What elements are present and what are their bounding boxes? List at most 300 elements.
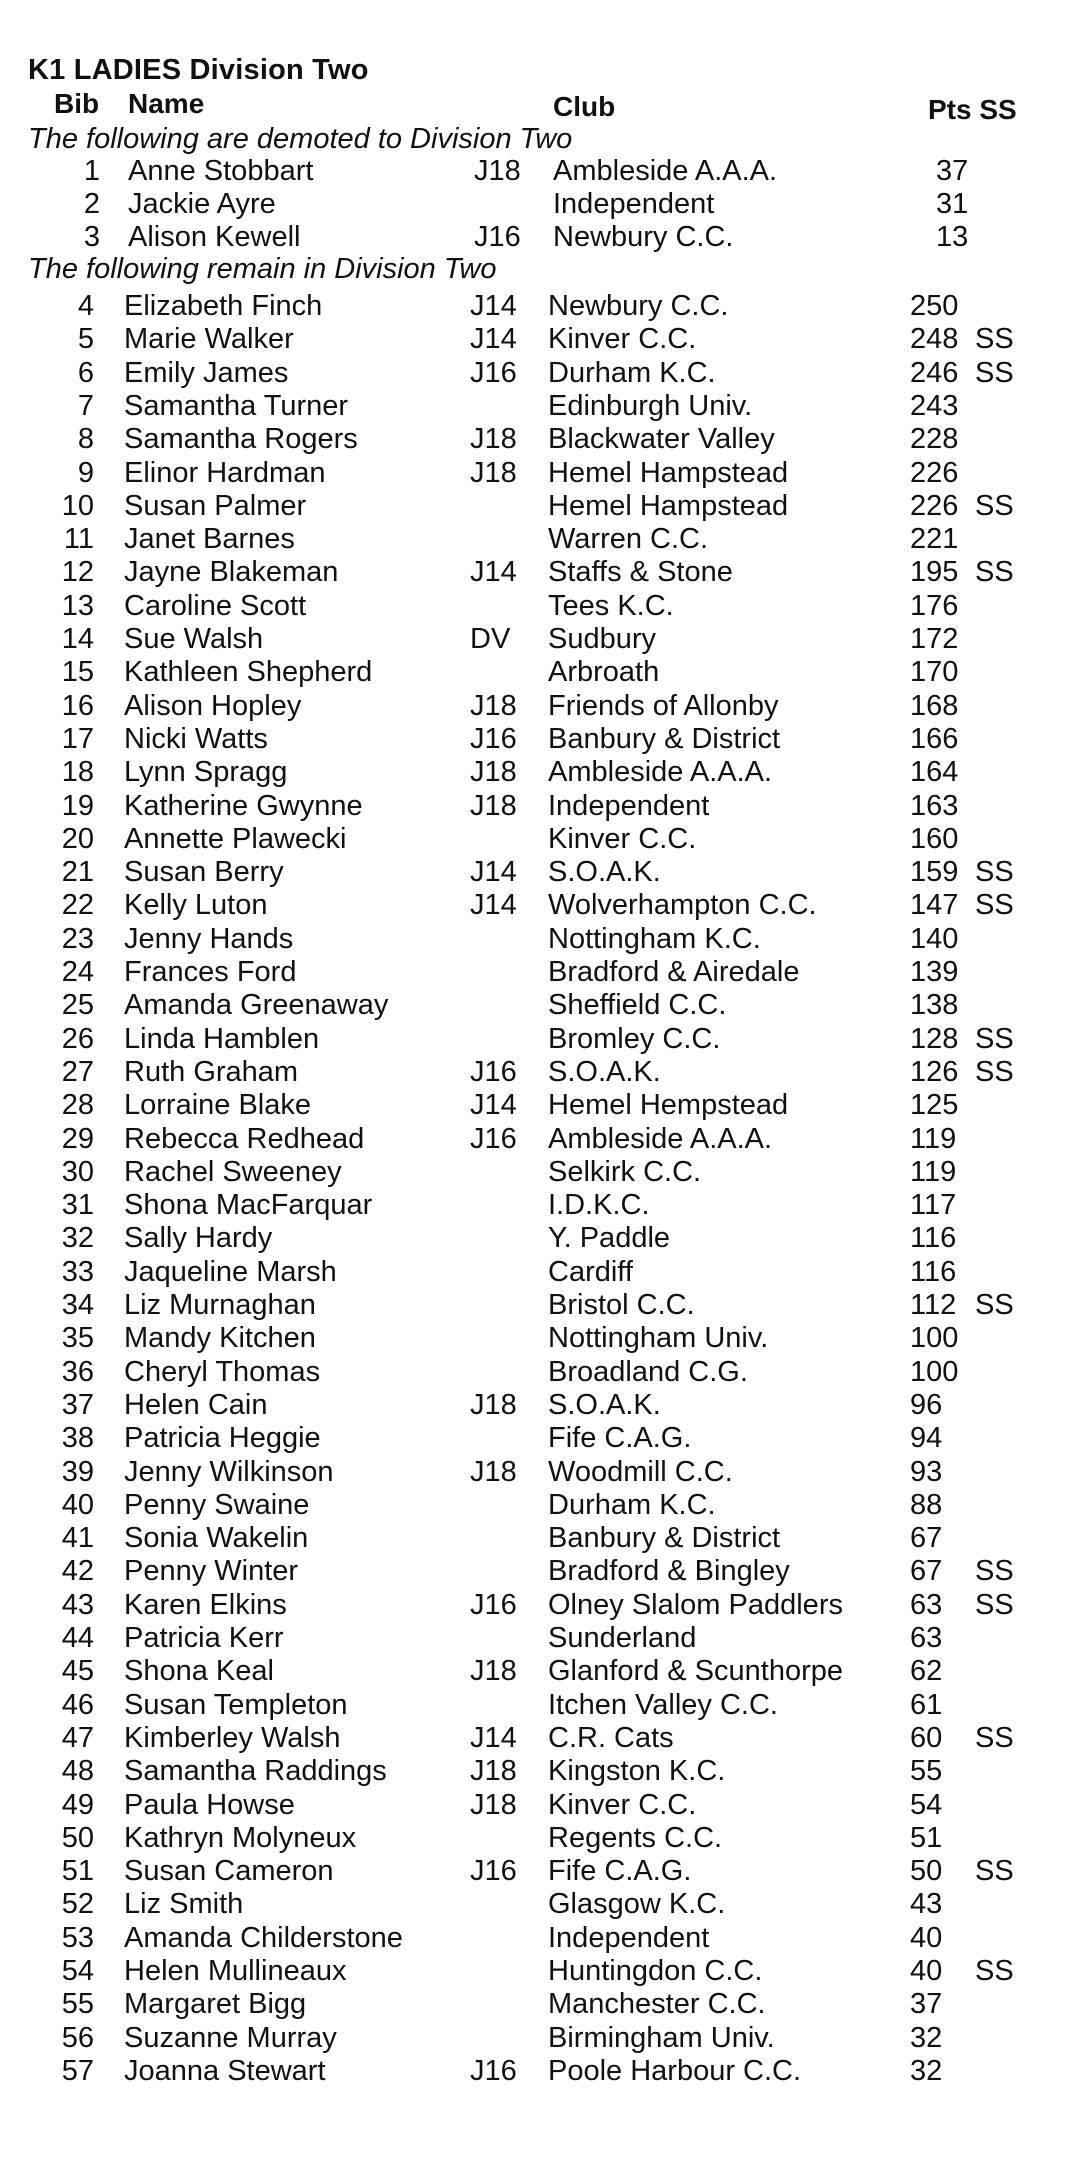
ss-marker: SS (975, 1289, 1014, 1321)
age-class: J16 (470, 2054, 517, 2087)
points: 116 (910, 1222, 957, 1255)
points: 243 (910, 389, 959, 422)
points: 67 (910, 1522, 943, 1555)
bib-number: 25 (61, 989, 94, 1022)
result-row (0, 723, 1085, 756)
points: 32 (910, 2054, 943, 2087)
bib-number: 43 (61, 1588, 94, 1621)
competitor-name: Elinor Hardman (124, 456, 326, 489)
result-row (0, 1555, 1085, 1588)
points: 248 (910, 323, 959, 356)
points: 40 (910, 1955, 943, 1987)
points: 51 (910, 1821, 943, 1854)
club-name: Durham K.C. (548, 356, 716, 389)
points: 63 (910, 1622, 943, 1654)
age-class: J16 (470, 722, 517, 755)
competitor-name: Cheryl Thomas (124, 1355, 321, 1388)
club-name: Woodmill C.C. (548, 1455, 733, 1488)
club-name: Ambleside A.A.A. (548, 756, 773, 789)
ss-marker: SS (975, 556, 1014, 589)
result-row (0, 1156, 1085, 1189)
points: 163 (910, 789, 959, 822)
club-name: Edinburgh Univ. (548, 389, 753, 422)
club-name: Blackwater Valley (548, 423, 775, 456)
bib-number: 41 (61, 1522, 94, 1555)
result-row (0, 523, 1085, 556)
competitor-name: Liz Murnaghan (124, 1289, 316, 1321)
age-class: J14 (470, 323, 517, 356)
club-name: Kinver C.C. (548, 323, 697, 356)
points: 226 (910, 489, 959, 522)
bib-number: 26 (61, 1022, 94, 1055)
bib-number: 10 (61, 489, 94, 522)
competitor-name: Jaqueline Marsh (124, 1255, 337, 1288)
competitor-name: Linda Hamblen (124, 1022, 320, 1055)
competitor-name: Helen Cain (124, 1388, 268, 1421)
competitor-name: Kimberley Walsh (124, 1721, 341, 1754)
result-row (0, 290, 1085, 323)
club-name: Bradford & Bingley (548, 1555, 790, 1588)
result-row (0, 889, 1085, 922)
points: 159 (910, 856, 959, 889)
bib-number: 31 (61, 1189, 94, 1222)
points: 62 (910, 1655, 943, 1688)
result-row (0, 155, 1085, 188)
result-row (0, 923, 1085, 956)
club-name: Independent (548, 789, 710, 822)
bib-number: 13 (61, 589, 94, 622)
bib-number: 22 (61, 889, 94, 922)
points: 55 (910, 1755, 943, 1788)
result-row (0, 989, 1085, 1022)
club-name: Hemel Hampstead (548, 489, 789, 522)
result-row (0, 1988, 1085, 2021)
bib-number: 11 (63, 523, 94, 556)
points: 221 (910, 523, 959, 556)
competitor-name: Kathryn Molyneux (124, 1821, 357, 1854)
result-row (0, 1023, 1085, 1056)
points: 100 (910, 1322, 959, 1355)
points: 138 (910, 989, 959, 1022)
age-class: J14 (470, 889, 517, 922)
club-name: Durham K.C. (548, 1488, 716, 1521)
points: 40 (910, 1921, 943, 1954)
competitor-name: Alison Kewell (128, 221, 301, 253)
result-row (0, 656, 1085, 689)
club-name: Fife C.A.G. (548, 1855, 692, 1888)
age-class: J16 (470, 1588, 517, 1621)
competitor-name: Elizabeth Finch (124, 290, 323, 322)
points: 140 (910, 922, 959, 955)
competitor-name: Annette Plawecki (124, 822, 347, 855)
bib-number: 23 (61, 922, 94, 955)
points: 93 (910, 1455, 943, 1488)
competitor-name: Patricia Heggie (124, 1422, 321, 1455)
competitor-name: Kelly Luton (124, 889, 268, 922)
result-row (0, 1622, 1085, 1655)
points: 228 (910, 423, 959, 456)
age-class: J18 (474, 155, 521, 187)
bib-number: 28 (61, 1089, 94, 1122)
points: 172 (910, 623, 959, 655)
result-row (0, 221, 1085, 254)
bib-number: 17 (61, 722, 94, 755)
club-name: Banbury & District (548, 722, 781, 755)
result-row (0, 1289, 1085, 1322)
club-name: Broadland C.G. (548, 1355, 748, 1388)
bib-number: 24 (61, 956, 94, 988)
result-row (0, 1722, 1085, 1755)
competitor-name: Susan Berry (124, 856, 284, 889)
club-name: Bradford & Airedale (548, 956, 800, 988)
club-name: Banbury & District (548, 1522, 781, 1555)
result-row (0, 1888, 1085, 1921)
bib-number: 4 (77, 290, 94, 322)
points: 168 (910, 689, 959, 722)
competitor-name: Liz Smith (124, 1888, 244, 1921)
competitor-name: Susan Palmer (124, 489, 307, 522)
bib-number: 56 (61, 2021, 94, 2054)
result-row (0, 2022, 1085, 2055)
result-row (0, 390, 1085, 423)
bib-number: 33 (61, 1255, 94, 1288)
bib-number: 47 (61, 1721, 94, 1754)
competitor-name: Paula Howse (124, 1788, 295, 1821)
bib-number: 1 (83, 155, 100, 187)
competitor-name: Nicki Watts (124, 722, 268, 755)
age-class: J18 (470, 1755, 517, 1788)
club-name: Bristol C.C. (548, 1289, 695, 1321)
points: 126 (910, 1055, 959, 1088)
competitor-name: Amanda Childerstone (124, 1921, 403, 1954)
bib-number: 27 (61, 1055, 94, 1088)
result-row (0, 556, 1085, 589)
competitor-name: Samantha Raddings (124, 1755, 387, 1788)
club-name: Ambleside A.A.A. (553, 155, 778, 187)
result-row (0, 590, 1085, 623)
club-name: S.O.A.K. (548, 1388, 661, 1421)
bib-number: 37 (61, 1388, 94, 1421)
points: 61 (910, 1688, 943, 1721)
ss-marker: SS (975, 856, 1014, 889)
result-row (0, 1222, 1085, 1255)
points: 37 (910, 1988, 943, 2021)
ss-marker: SS (975, 323, 1014, 356)
points: 88 (910, 1488, 943, 1521)
club-name: Independent (553, 188, 715, 220)
bib-number: 29 (61, 1122, 94, 1155)
bib-number: 34 (61, 1289, 94, 1321)
club-name: Regents C.C. (548, 1821, 723, 1854)
club-name: Birmingham Univ. (548, 2021, 775, 2054)
points: 37 (936, 155, 969, 187)
club-name: Kingston K.C. (548, 1755, 726, 1788)
club-name: Glasgow K.C. (548, 1888, 726, 1921)
bib-number: 2 (83, 188, 100, 220)
points: 112 (910, 1289, 957, 1321)
bib-number: 36 (61, 1355, 94, 1388)
bib-number: 3 (83, 221, 100, 253)
club-name: Warren C.C. (548, 523, 709, 556)
age-class: J16 (470, 1122, 517, 1155)
bib-number: 42 (61, 1555, 94, 1588)
points: 166 (910, 722, 959, 755)
bib-number: 15 (61, 656, 94, 689)
bib-number: 30 (61, 1155, 94, 1188)
age-class: DV (470, 623, 511, 655)
club-name: Sudbury (548, 623, 657, 655)
age-class: J16 (470, 1855, 517, 1888)
age-class: J16 (470, 356, 517, 389)
result-row (0, 1689, 1085, 1722)
competitor-name: Jayne Blakeman (124, 556, 339, 589)
result-row (0, 1389, 1085, 1422)
bib-number: 57 (61, 2054, 94, 2087)
competitor-name: Margaret Bigg (124, 1988, 307, 2021)
result-row (0, 1123, 1085, 1156)
competitor-name: Lynn Spragg (124, 756, 288, 789)
competitor-name: Sonia Wakelin (124, 1522, 309, 1555)
result-row (0, 1322, 1085, 1355)
points: 116 (910, 1255, 957, 1288)
competitor-name: Katherine Gwynne (124, 789, 363, 822)
competitor-name: Sue Walsh (124, 623, 264, 655)
age-class: J18 (470, 456, 517, 489)
section-demoted-heading: The following are demoted to Division Two (28, 123, 573, 155)
result-row (0, 1789, 1085, 1822)
result-row (0, 457, 1085, 490)
competitor-name: Rebecca Redhead (124, 1122, 365, 1155)
result-row (0, 1655, 1085, 1688)
ss-marker: SS (975, 889, 1014, 922)
bib-number: 5 (77, 323, 94, 356)
result-row (0, 1189, 1085, 1222)
club-name: Olney Slalom Paddlers (548, 1588, 843, 1621)
competitor-name: Penny Winter (124, 1555, 299, 1588)
club-name: Fife C.A.G. (548, 1422, 692, 1455)
club-name: Friends of Allonby (548, 689, 779, 722)
points: 176 (910, 589, 959, 622)
club-name: Tees K.C. (548, 589, 674, 622)
age-class: J16 (470, 1055, 517, 1088)
points: 100 (910, 1355, 959, 1388)
result-row (0, 1256, 1085, 1289)
result-row (0, 1422, 1085, 1455)
section-remain-heading: The following remain in Division Two (28, 253, 497, 285)
club-name: Y. Paddle (548, 1222, 671, 1255)
competitor-name: Marie Walker (124, 323, 294, 356)
club-name: Independent (548, 1921, 710, 1954)
ss-marker: SS (975, 1955, 1014, 1987)
bib-number: 38 (61, 1422, 94, 1455)
points: 60 (910, 1721, 943, 1754)
bib-number: 49 (61, 1788, 94, 1821)
club-name: Hemel Hempstead (548, 1089, 789, 1122)
result-row (0, 323, 1085, 356)
header-pts-ss: Pts SS (928, 94, 1017, 125)
points: 32 (910, 2021, 943, 2054)
result-row (0, 1589, 1085, 1622)
competitor-name: Sally Hardy (124, 1222, 273, 1255)
points: 139 (910, 956, 959, 988)
points: 117 (910, 1189, 957, 1222)
competitor-name: Karen Elkins (124, 1588, 287, 1621)
bib-number: 46 (61, 1688, 94, 1721)
competitor-name: Samantha Rogers (124, 423, 358, 456)
competitor-name: Samantha Turner (124, 389, 349, 422)
result-row (0, 623, 1085, 656)
result-row (0, 823, 1085, 856)
result-row (0, 1955, 1085, 1988)
bib-number: 14 (61, 623, 94, 655)
points: 125 (910, 1089, 959, 1122)
competitor-name: Janet Barnes (124, 523, 295, 556)
bib-number: 45 (61, 1655, 94, 1688)
division-title: K1 LADIES Division Two (28, 54, 369, 86)
bib-number: 54 (61, 1955, 94, 1987)
result-row (0, 1056, 1085, 1089)
result-row (0, 1456, 1085, 1489)
page-edge (0, 2100, 1085, 2176)
age-class: J14 (470, 290, 517, 322)
club-name: Sunderland (548, 1622, 697, 1654)
points: 43 (910, 1888, 943, 1921)
club-name: Newbury C.C. (553, 221, 734, 253)
age-class: J16 (474, 221, 521, 253)
competitor-name: Shona Keal (124, 1655, 274, 1688)
points: 128 (910, 1022, 959, 1055)
age-class: J14 (470, 1089, 517, 1122)
bib-number: 44 (61, 1622, 94, 1654)
bib-number: 52 (61, 1888, 94, 1921)
club-name: Hemel Hampstead (548, 456, 789, 489)
competitor-name: Alison Hopley (124, 689, 302, 722)
header-club: Club (553, 91, 616, 122)
ss-marker: SS (975, 1055, 1014, 1088)
result-row (0, 423, 1085, 456)
ss-marker: SS (975, 1555, 1014, 1588)
result-row (0, 1356, 1085, 1389)
ss-marker: SS (975, 1588, 1014, 1621)
result-row (0, 1922, 1085, 1955)
club-name: Ambleside A.A.A. (548, 1122, 773, 1155)
bib-number: 39 (61, 1455, 94, 1488)
bib-number: 40 (61, 1488, 94, 1521)
bib-number: 50 (61, 1821, 94, 1854)
result-row (0, 1855, 1085, 1888)
bib-number: 51 (61, 1855, 94, 1888)
age-class: J14 (470, 556, 517, 589)
club-name: C.R. Cats (548, 1721, 674, 1754)
club-name: Arbroath (548, 656, 660, 689)
ss-marker: SS (975, 489, 1014, 522)
club-name: Nottingham K.C. (548, 922, 761, 955)
club-name: Nottingham Univ. (548, 1322, 769, 1355)
bib-number: 53 (61, 1921, 94, 1954)
result-row (0, 357, 1085, 390)
header-bib: Bib (54, 88, 100, 119)
club-name: Glanford & Scunthorpe (548, 1655, 844, 1688)
competitor-name: Penny Swaine (124, 1488, 310, 1521)
bib-number: 18 (61, 756, 94, 789)
club-name: Itchen Valley C.C. (548, 1688, 778, 1721)
result-row (0, 690, 1085, 723)
points: 164 (910, 756, 959, 789)
competitor-name: Kathleen Shepherd (124, 656, 373, 689)
result-row (0, 1522, 1085, 1555)
bib-number: 8 (77, 423, 94, 456)
competitor-name: Susan Templeton (124, 1688, 348, 1721)
points: 54 (910, 1788, 943, 1821)
competitor-name: Amanda Greenaway (124, 989, 389, 1022)
club-name: S.O.A.K. (548, 1055, 661, 1088)
points: 226 (910, 456, 959, 489)
age-class: J14 (470, 1721, 517, 1754)
competitor-name: Caroline Scott (124, 589, 307, 622)
age-class: J18 (470, 789, 517, 822)
age-class: J18 (470, 1655, 517, 1688)
points: 13 (936, 221, 969, 253)
points: 67 (910, 1555, 943, 1588)
result-row (0, 856, 1085, 889)
points: 96 (910, 1388, 943, 1421)
age-class: J18 (470, 1455, 517, 1488)
club-name: I.D.K.C. (548, 1189, 650, 1222)
age-class: J18 (470, 689, 517, 722)
competitor-name: Helen Mullineaux (124, 1955, 347, 1987)
bib-number: 16 (61, 689, 94, 722)
points: 246 (910, 356, 959, 389)
competitor-name: Mandy Kitchen (124, 1322, 316, 1355)
result-row (0, 756, 1085, 789)
club-name: Bromley C.C. (548, 1022, 721, 1055)
club-name: Selkirk C.C. (548, 1155, 702, 1188)
club-name: Wolverhampton C.C. (548, 889, 817, 922)
result-row (0, 1755, 1085, 1788)
points: 31 (936, 188, 969, 220)
result-row (0, 1089, 1085, 1122)
bib-number: 12 (61, 556, 94, 589)
bib-number: 21 (61, 856, 94, 889)
points: 195 (910, 556, 959, 589)
competitor-name: Jenny Hands (124, 922, 294, 955)
competitor-name: Anne Stobbart (128, 155, 314, 187)
competitor-name: Jenny Wilkinson (124, 1455, 334, 1488)
bib-number: 7 (77, 389, 94, 422)
bib-number: 55 (61, 1988, 94, 2021)
club-name: Poole Harbour C.C. (548, 2054, 802, 2087)
club-name: Staffs & Stone (548, 556, 733, 589)
header-name: Name (128, 88, 205, 119)
competitor-name: Ruth Graham (124, 1055, 299, 1088)
bib-number: 48 (61, 1755, 94, 1788)
result-row (0, 790, 1085, 823)
age-class: J18 (470, 1388, 517, 1421)
club-name: Kinver C.C. (548, 822, 697, 855)
points: 170 (910, 656, 959, 689)
ss-marker: SS (975, 1855, 1014, 1888)
ss-marker: SS (975, 1721, 1014, 1754)
result-row (0, 1822, 1085, 1855)
club-name: Sheffield C.C. (548, 989, 727, 1022)
age-class: J18 (470, 756, 517, 789)
points: 119 (910, 1155, 957, 1188)
bib-number: 19 (61, 789, 94, 822)
age-class: J14 (470, 856, 517, 889)
club-name: Huntingdon C.C. (548, 1955, 763, 1987)
result-row (0, 1489, 1085, 1522)
bib-number: 35 (61, 1322, 94, 1355)
